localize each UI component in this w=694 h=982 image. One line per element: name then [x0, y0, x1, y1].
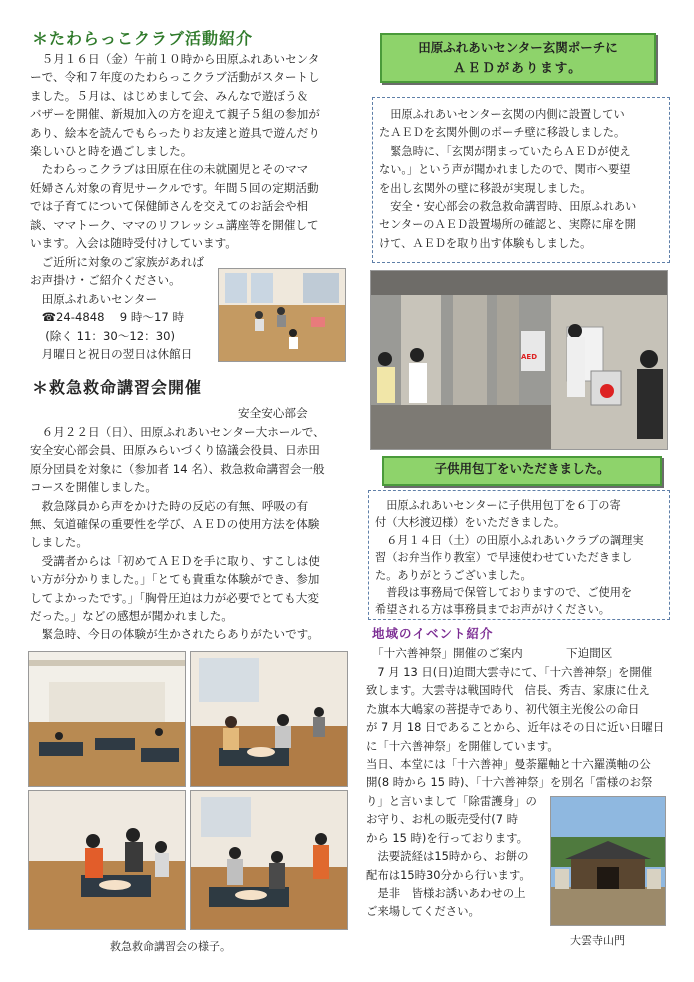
- events-line: ご来場してください。: [366, 904, 480, 919]
- aed-class-line: 受講者からは「初めてＡＥＤを手に取り、すこしは使: [30, 553, 320, 568]
- events-line: が 7 月 18 日であることから、近年はその日に近い日曜日: [366, 720, 665, 735]
- events-line: 配布は15時30分から行います。: [366, 867, 531, 882]
- knife-title: 子供用包丁をいただきました。: [434, 461, 610, 476]
- club-room-photo: [218, 268, 346, 362]
- contact-line: 月曜日と祝日の翌日は休館日: [30, 347, 193, 362]
- events-line: 7 月 13 日(日)迫間大雲寺にて、「十六善神祭」を開催: [366, 665, 653, 679]
- aed-porch-title-line1: 田原ふれあいセンター玄関ポーチに: [418, 40, 618, 55]
- contact-line: ご近所に対象のご家族があれば: [30, 255, 204, 269]
- events-body: [366, 663, 664, 792]
- knife-body: [375, 497, 644, 619]
- aed-class-line: 救急隊員から声をかけた時の反応の有無、呼吸の有: [30, 498, 309, 513]
- training-photo-4: [190, 790, 348, 930]
- contact-line: 田原ふれあいセンター: [30, 291, 158, 306]
- knife-line: ６月１４日（土）の田原小ふれあいクラブの調理実: [375, 533, 644, 547]
- aed-porch-title-box: [380, 33, 656, 83]
- training-photo-3: [28, 790, 186, 930]
- aed-porch-text-box: [372, 97, 670, 263]
- knife-line: 普段は事務局で保管しておりますので、ご使用を: [375, 586, 633, 600]
- training-photo-2: [190, 651, 348, 787]
- aed-class-line: 原分団員を対象に（参加者 14 名）、救急救命講習会一般: [30, 461, 325, 476]
- contact-line: (除く 11：30～12：30): [30, 328, 175, 343]
- club-line: ーで、令和７年度のたわらっこクラブ活動がスタートし: [30, 70, 320, 85]
- temple-caption: 大雲寺山門: [570, 934, 625, 947]
- events-district: 下迫間区: [566, 646, 613, 660]
- temple-gate-photo: [550, 796, 666, 926]
- knife-text-box: [368, 490, 670, 620]
- club-line: たわらっこクラブは田原在住の未就園児とそのママ: [30, 162, 309, 177]
- club-line: あり、絵本を読んでもらったりお友達と遊具で遊んだり: [30, 125, 320, 140]
- aed-class-line: 無、気道確保の重要性を学び、ＡＥＤの使用方法を体験: [30, 517, 320, 532]
- aed-porch-line: センターのＡＥＤ設置場所の確認と、実際に扉を開: [379, 218, 636, 232]
- events-heading: 地域のイベント紹介: [372, 626, 494, 641]
- aed-porch-photo: [370, 270, 668, 450]
- events-line: り」と言いまして「除雷護身」の: [366, 794, 537, 808]
- knife-title-box: [382, 456, 662, 486]
- aed-class-line: コースを開催しました。: [30, 480, 157, 495]
- club-line: います。入会は随時受付けしています。: [30, 236, 237, 251]
- knife-line: 習（お弁当作り教室）で早速使わせていただきまし: [375, 551, 633, 565]
- contact-line: ☎24-4848 9 時～17 時: [30, 310, 185, 325]
- club-line: ５月１６日（金）午前１０時から田原ふれあいセンタ: [30, 52, 320, 66]
- club-line: 談、ママトーク、ママのリフレッシュ講座等を開催して: [30, 217, 319, 232]
- club-line: ました。５月は、はじめまして会、みんなで遊ぼう＆: [30, 88, 309, 103]
- aed-porch-line: 安全・安心部会の救急救命講習時、田原ふれあい: [379, 200, 637, 214]
- aed-porch-line: を出し玄関外の壁に移設が実現しました。: [379, 181, 592, 195]
- aed-porch-line: 緊急時に、「玄関が閉まっていたらＡＥＤが使え: [379, 144, 631, 158]
- aed-porch-body: [379, 106, 636, 253]
- events-line: 開(8 時から 15 時)、「十六善神祭」を別名「雷様のお祭: [366, 775, 653, 790]
- aed-class-org: 安全安心部会: [238, 406, 308, 420]
- aed-class-heading: ＊救急救命講習会開催: [32, 378, 203, 397]
- aed-porch-title-line2: ＡＥＤがあります。: [453, 60, 583, 75]
- events-line: から 15 時)を行っております。: [366, 830, 528, 845]
- contact-line: お声掛け・ご紹介ください。: [30, 273, 181, 288]
- events-line: 法要読経は15時から、お餅の: [366, 849, 529, 864]
- club-line: では子育てについて保健師さんを交えてのお話会や相: [30, 199, 309, 214]
- club-line: 楽しいひと時を過ごしました。: [30, 144, 193, 159]
- aed-class-line: してよかったです。」「胸骨圧迫は力が必要でとても大変: [30, 590, 319, 605]
- training-photo-1: [28, 651, 186, 787]
- aed-class-line: 緊急時、今日の体験が生かされたらありがたいです。: [30, 627, 319, 642]
- aed-class-line: しました。: [30, 535, 88, 550]
- club-line: 妊婦さん対象の育児サークルです。年間５回の定期活動: [30, 180, 319, 195]
- club-contact: [30, 253, 204, 363]
- aed-class-line: ６月２２日（日）、田原ふれあいセンター大ホールで、: [30, 425, 325, 439]
- aed-sign: AED: [521, 353, 538, 361]
- aed-porch-line: たＡＥＤを玄関外側のポーチ壁に移設しました。: [379, 126, 626, 140]
- events-body-narrow: [366, 792, 537, 921]
- club-line: バザーを開催、新規加入の方を迎えて親子５組の参加が: [30, 107, 320, 122]
- aed-class-line: だった。」などの感想が聞かれました。: [30, 609, 233, 624]
- aed-class-line: 安全安心部会員、田原みらいづくり協議会役員、日赤田: [30, 443, 320, 458]
- knife-line: 田原ふれあいセンターに子供用包丁を６丁の寄: [375, 499, 621, 512]
- events-line: た旗本大嶋家の菩提寺であり、初代領主光俊公の命日: [366, 701, 640, 716]
- knife-line: た。ありがとうございました。: [375, 568, 532, 582]
- events-line: に「十六善神祭」を開催しています。: [366, 738, 559, 753]
- aed-porch-line: けて、ＡＥＤを取り出す体験もしました。: [379, 236, 592, 250]
- knife-line: 希望される方は事務員までお声がけください。: [375, 603, 610, 617]
- club-body: [30, 50, 320, 252]
- training-caption: 救急救命講習会の様子。: [110, 940, 231, 953]
- aed-porch-line: ない。」という声が聞かれましたので、関市へ要望: [379, 163, 631, 177]
- aed-class-line: い方が分かりました。」「とても貴重な体験ができ、参加: [30, 572, 320, 587]
- events-line: 是非 皆様お誘いあわせの上: [366, 886, 526, 901]
- club-heading: ＊たわらっこクラブ活動紹介: [32, 29, 254, 48]
- knife-line: 付（大杉渡辺様）をいただきました。: [375, 516, 566, 530]
- events-subtitle: 「十六善神祭」開催のご案内: [372, 646, 523, 660]
- events-line: お守り、お札の販売受付(7 時: [366, 812, 518, 827]
- events-line: 致します。大雲寺は戦国時代 信長、秀吉、家康に仕え: [366, 683, 650, 698]
- aed-class-body: [30, 423, 325, 644]
- aed-porch-line: 田原ふれあいセンター玄関の内側に設置してい: [379, 108, 625, 121]
- events-line: 当日、本堂には「十六善神」曼荼羅軸と十六羅漢軸の公: [366, 757, 651, 772]
